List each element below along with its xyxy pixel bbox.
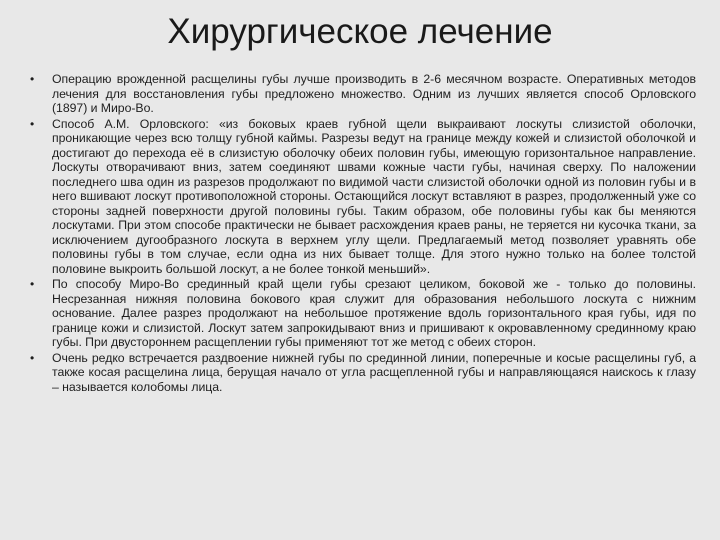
list-item-text: Способ А.М. Орловского: «из боковых краев губной щели выкраивают лоскуты слизистой оболочки, проникающие через всю толщу губной каймы. Разрезы ведут на границе между кожей и слизистой оболочкой и достигают до перехода её в слизистую оболочку обеих половин губы, имеющую горизонтальное направление. Лоскуты отворачивают вниз, затем соединяют швами кожные части губы, начиная сверху. По наложении последнего шва один из разрезов продолжают по видимой части слизистой оболочки одной из половин губы и в него вшивают лоскут противоположной стороны. Остающийся лоскут вставляют в разрез, продолженный уже со стороны задней поверхности другой половины губы. Таким образом, обе половины губы как бы меняются лоскутами. При этом способе практически не бывает расхождения краев раны, не теряется ни кусочка ткани, за исключением дугообразного лоскута в верхнем углу щели. Предлагаемый метод позволяет уравнять обе половины губы в том случае, если одна из них бывает толще. Для этого нужно только на более толстой половине выкроить большой лоскут, а не более тонкой меньший».	[52, 116, 696, 276]
list-item-text: Очень редко встречается раздвоение нижней губы по срединной линии, поперечные и косые расщелины губ, а также косая расщелина лица, берущая начало от угла расщепленной губы и направляющаяся наискось к глазу – называется колобомы лица.	[52, 350, 696, 394]
bullet-icon: •	[30, 116, 35, 131]
list-item	[30, 351, 696, 395]
list-item	[30, 72, 696, 116]
bullet-icon: •	[30, 72, 35, 86]
bullet-icon: •	[30, 277, 35, 291]
list-item	[30, 117, 696, 277]
bullet-list	[30, 72, 696, 395]
list-item-text: Операцию врожденной расщелины губы лучше производить в 2-6 месячном возрасте. Оперативных методов лечения для восстановления губы предложено множество. Одним из лучших является способ Орловского (1897) и Миро-Во.	[52, 72, 696, 115]
bullet-icon: •	[30, 350, 35, 365]
slide-title: Хирургическое лечение	[167, 12, 553, 51]
list-item	[30, 277, 696, 350]
list-item-text: По способу Миро-Во срединный край щели губы срезают целиком, боковой же - только до половины. Несрезанная нижняя половина бокового края служит для образования небольшого лоскута с нижним основание. Далее разрез продолжают на небольшое протяжение вдоль горизонтального края губы, идя по границе кожи и слизистой. Лоскут затем запрокидывают вниз и пришивают к окровавленному срединному краю губы. При двустороннем расщеплении губы применяют тот же метод с обеих сторон.	[52, 277, 696, 349]
